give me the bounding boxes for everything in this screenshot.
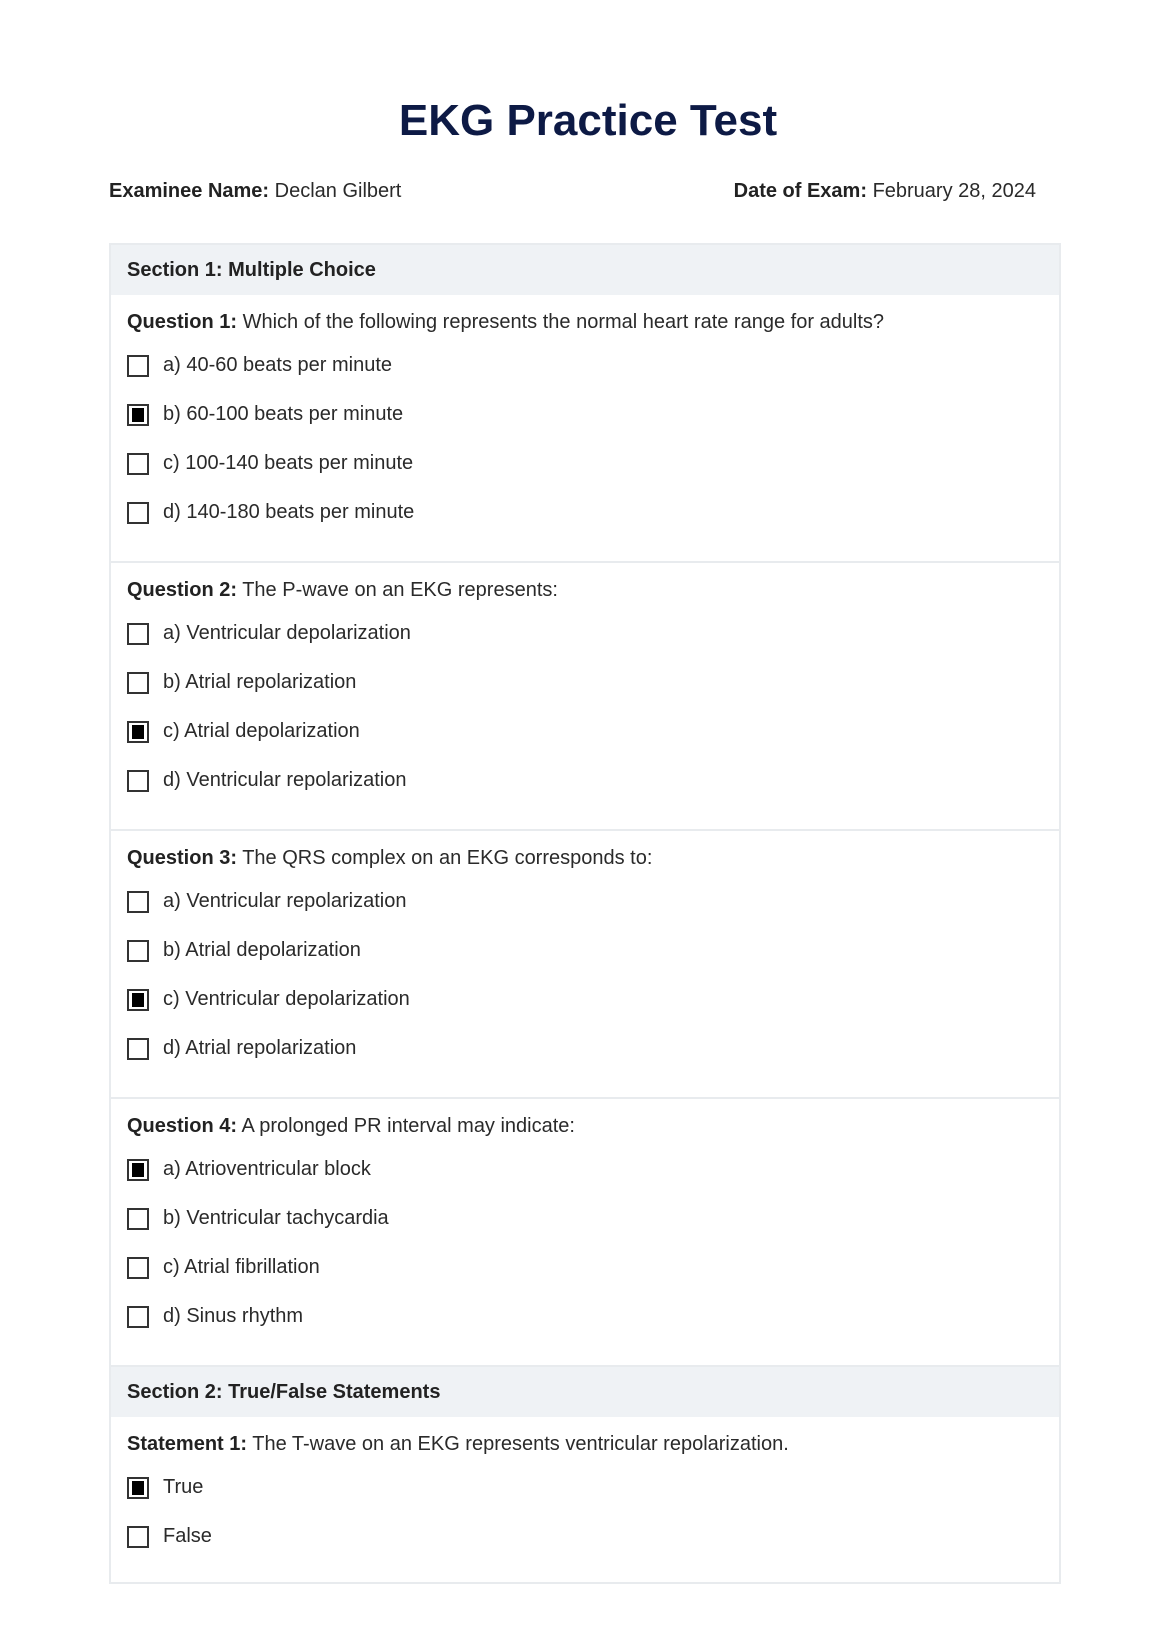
- statement-label: Statement 1:: [127, 1433, 248, 1455]
- question-prompt: The QRS complex on an EKG corresponds to:: [242, 847, 653, 869]
- checkbox-unchecked[interactable]: [127, 1208, 149, 1230]
- checkbox-checked[interactable]: [127, 1159, 149, 1181]
- checkbox-checked[interactable]: [127, 721, 149, 743]
- option-label: c) 100-140 beats per minute: [163, 452, 414, 474]
- answer-option[interactable]: [127, 926, 1043, 975]
- answer-option[interactable]: [127, 1145, 1043, 1194]
- question-label: Question 2:: [127, 579, 238, 601]
- option-label: d) Ventricular repolarization: [163, 769, 407, 791]
- section-2-header: Section 2: True/False Statements: [111, 1367, 1059, 1417]
- examinee-label: Examinee Name:: [109, 180, 270, 202]
- checkbox-unchecked[interactable]: [127, 672, 149, 694]
- exam-date: [734, 180, 1036, 203]
- answer-option[interactable]: [127, 756, 1043, 805]
- statement-text: [127, 1429, 1043, 1459]
- checkbox-unchecked[interactable]: [127, 1038, 149, 1060]
- statement-1: [111, 1417, 1059, 1582]
- checkbox-unchecked[interactable]: [127, 502, 149, 524]
- answer-option[interactable]: [127, 609, 1043, 658]
- question-label: Question 4:: [127, 1115, 238, 1137]
- answer-option[interactable]: [127, 1292, 1043, 1341]
- checkbox-unchecked[interactable]: [127, 891, 149, 913]
- answer-option[interactable]: [127, 341, 1043, 390]
- checkbox-unchecked[interactable]: [127, 1257, 149, 1279]
- answer-option[interactable]: [127, 877, 1043, 926]
- option-label: d) Atrial repolarization: [163, 1037, 357, 1059]
- statement-prompt: The T-wave on an EKG represents ventricular repolarization.: [252, 1433, 789, 1455]
- question-text: [127, 1111, 1043, 1141]
- checkbox-checked[interactable]: [127, 989, 149, 1011]
- checkbox-checked[interactable]: [127, 404, 149, 426]
- answer-option[interactable]: [127, 975, 1043, 1024]
- page-title: EKG Practice Test: [398, 96, 778, 145]
- checkbox-checked[interactable]: [127, 1477, 149, 1499]
- option-label: c) Atrial fibrillation: [163, 1256, 320, 1278]
- question-2: [111, 563, 1059, 831]
- option-label: b) Atrial repolarization: [163, 671, 357, 693]
- checkbox-unchecked[interactable]: [127, 623, 149, 645]
- examinee-name: [109, 180, 401, 203]
- question-text: [127, 307, 1043, 337]
- answer-option[interactable]: [127, 1463, 1043, 1512]
- question-prompt: A prolonged PR interval may indicate:: [241, 1115, 575, 1137]
- question-label: Question 3:: [127, 847, 238, 869]
- option-label: c) Atrial depolarization: [163, 720, 360, 742]
- option-label: a) 40-60 beats per minute: [163, 354, 393, 376]
- examinee-value: Declan Gilbert: [274, 180, 402, 202]
- checkbox-unchecked[interactable]: [127, 770, 149, 792]
- date-value: February 28, 2024: [872, 180, 1036, 202]
- option-label: c) Ventricular depolarization: [163, 988, 410, 1010]
- answer-option[interactable]: [127, 488, 1043, 537]
- answer-option[interactable]: [127, 658, 1043, 707]
- option-label: a) Ventricular repolarization: [163, 890, 407, 912]
- checkbox-unchecked[interactable]: [127, 453, 149, 475]
- option-label: b) Ventricular tachycardia: [163, 1207, 389, 1229]
- answer-option[interactable]: [127, 1194, 1043, 1243]
- option-label: d) Sinus rhythm: [163, 1305, 304, 1327]
- checkbox-unchecked[interactable]: [127, 940, 149, 962]
- checkbox-unchecked[interactable]: [127, 1306, 149, 1328]
- question-4: [111, 1099, 1059, 1367]
- option-label: True: [163, 1476, 204, 1498]
- option-label: a) Ventricular depolarization: [163, 622, 411, 644]
- question-1: [111, 295, 1059, 563]
- answer-option[interactable]: [127, 1024, 1043, 1073]
- option-label: b) Atrial depolarization: [163, 939, 361, 961]
- date-label: Date of Exam:: [733, 180, 867, 202]
- option-label: False: [163, 1525, 212, 1547]
- answer-option[interactable]: [127, 1512, 1043, 1561]
- question-prompt: The P-wave on an EKG represents:: [242, 579, 558, 601]
- answer-option[interactable]: [127, 707, 1043, 756]
- question-3: [111, 831, 1059, 1099]
- answer-option[interactable]: [127, 390, 1043, 439]
- answer-option[interactable]: [127, 1243, 1043, 1292]
- checkbox-unchecked[interactable]: [127, 355, 149, 377]
- section-1-header: Section 1: Multiple Choice: [111, 245, 1059, 295]
- option-label: d) 140-180 beats per minute: [163, 501, 415, 523]
- question-text: [127, 575, 1043, 605]
- option-label: b) 60-100 beats per minute: [163, 403, 404, 425]
- question-text: [127, 843, 1043, 873]
- question-label: Question 1:: [127, 311, 238, 333]
- test-form: [109, 243, 1061, 1584]
- question-prompt: Which of the following represents the normal heart rate range for adults?: [242, 311, 885, 333]
- option-label: a) Atrioventricular block: [163, 1158, 371, 1180]
- answer-option[interactable]: [127, 439, 1043, 488]
- checkbox-unchecked[interactable]: [127, 1526, 149, 1548]
